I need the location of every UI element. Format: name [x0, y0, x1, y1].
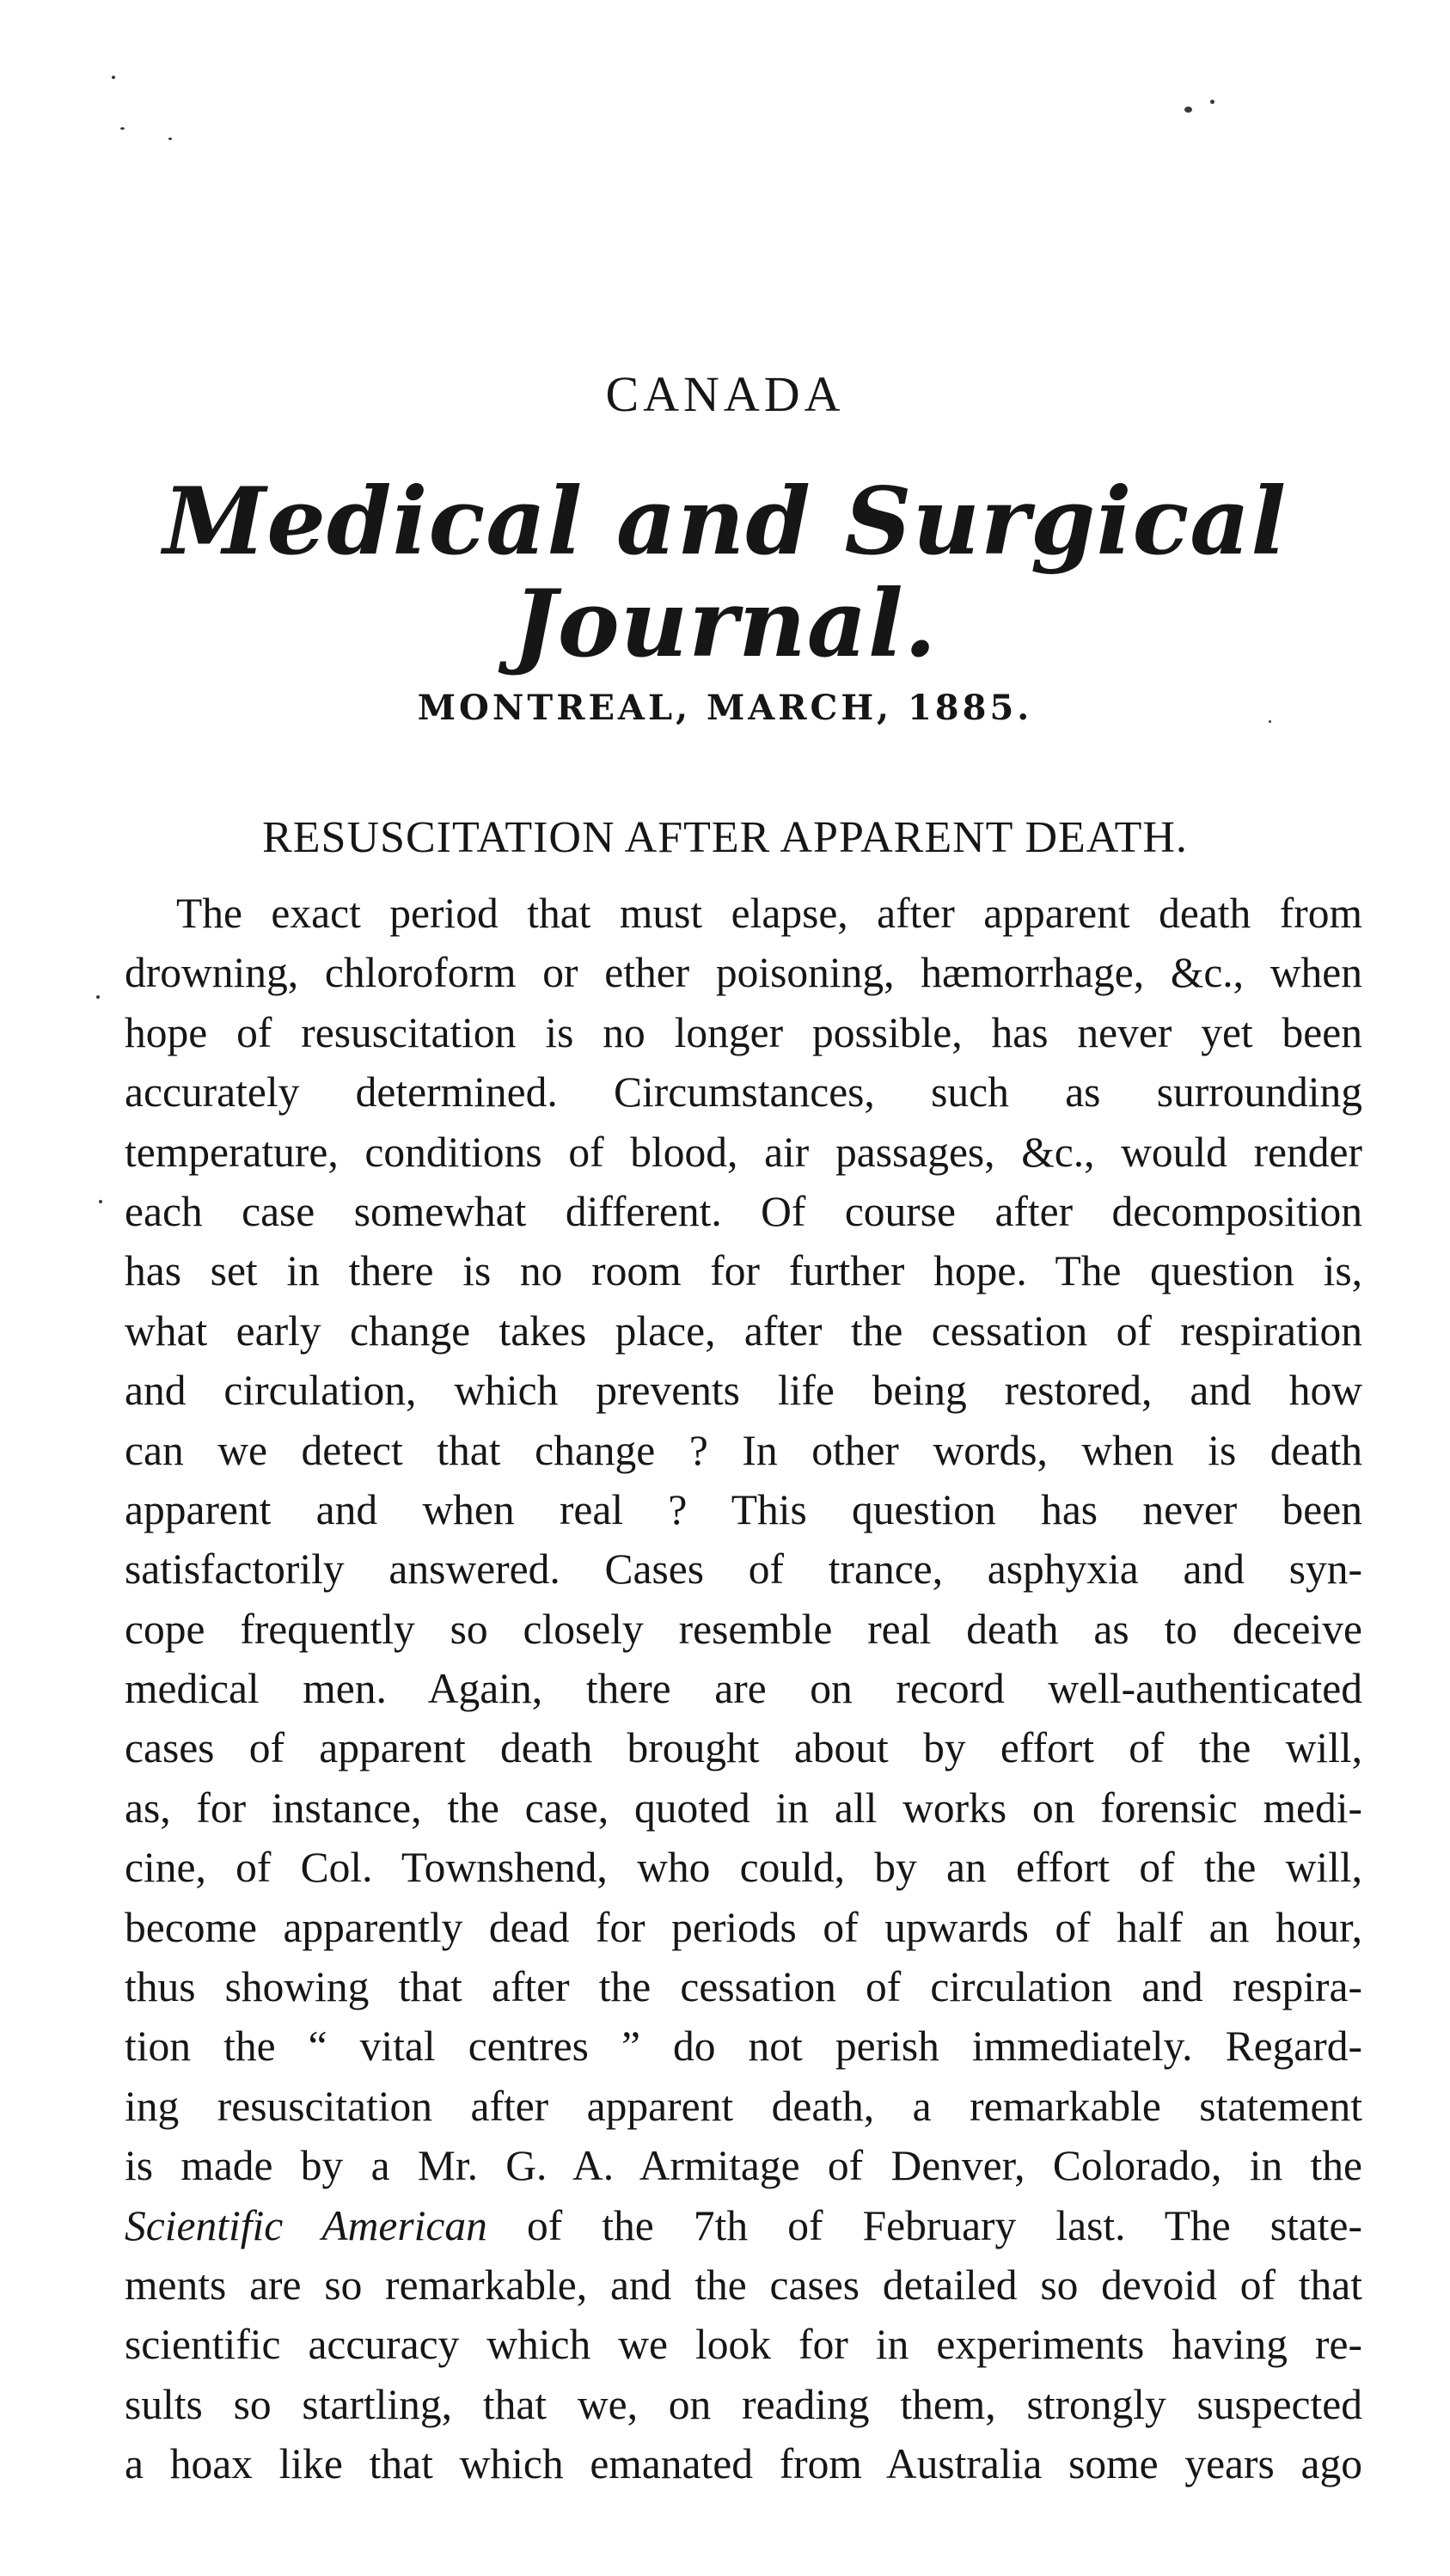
scan-speck [96, 995, 100, 999]
article-line: apparent and when real ? This question has never been [125, 1485, 1362, 1533]
article-line: cases of apparent death brought about by effort of the will, [125, 1724, 1362, 1772]
article-line: can we detect that change ? In other words, when is death [125, 1426, 1362, 1474]
article-line: become apparently dead for periods of upwards of half an hour, [125, 1903, 1362, 1951]
article-line: temperature, conditions of blood, air passages, &c., would render [125, 1128, 1362, 1176]
scan-speck [112, 76, 115, 79]
scan-speck [1184, 107, 1192, 113]
publication-name: Scientific American [125, 2201, 487, 2249]
article-line: ments are so remarkable, and the cases detailed so devoid of that [125, 2261, 1362, 2309]
article-heading: RESUSCITATION AFTER APPARENT DEATH. [262, 813, 1188, 862]
article-line: drowning, chloroform or ether poisoning, hæmorrhage, &c., when [125, 949, 1362, 997]
masthead-title: Medical and Surgical Journal. [162, 468, 1288, 678]
article-body [125, 884, 1362, 2494]
article-line: scientific accuracy which we look for in experiments having re- [125, 2321, 1362, 2369]
article-line: what early change takes place, after the cessation of respiration [125, 1306, 1362, 1355]
article-line: sults so startling, that we, on reading them, strongly suspected [125, 2380, 1362, 2428]
article-line: medical men. Again, there are on record well-authenticated [125, 1665, 1362, 1713]
article-line: cine, of Col. Townshend, who could, by an effort of the will, [125, 1844, 1362, 1892]
article-line: The exact period that must elapse, after apparent death from [176, 890, 1362, 937]
scan-speck [168, 138, 172, 140]
scan-speck [120, 127, 125, 130]
scan-speck [1210, 100, 1214, 104]
article-line: tion the “ vital centres ” do not perish immediately. Regard- [125, 2022, 1362, 2071]
article-line: as, for instance, the case, quoted in all works on forensic medi- [125, 1784, 1362, 1832]
article-line: is made by a Mr. G. A. Armitage of Denver, Colorado, in the [125, 2142, 1362, 2190]
article-line: thus showing that after the cessation of circulation and respira- [125, 1963, 1362, 2011]
article-line [125, 2196, 1362, 2255]
article-line-rest: of the 7th of February last. The state- [486, 2201, 1362, 2249]
article-line: satisfactorily answered. Cases of trance, asphyxia and syn- [125, 1545, 1362, 1594]
article-line: ing resuscitation after apparent death, a remarkable statement [125, 2082, 1362, 2130]
article-line: and circulation, which prevents life being restored, and how [125, 1367, 1362, 1415]
article-line: accurately determined. Circumstances, such as surrounding [125, 1068, 1362, 1117]
scan-speck [99, 1200, 102, 1203]
article-line: hope of resuscitation is no longer possible, has never yet been [125, 1008, 1362, 1056]
article-line: has set in there is no room for further hope. The question is, [125, 1247, 1362, 1295]
article-line: each case somewhat different. Of course after decomposition [125, 1187, 1362, 1235]
dateline: MONTREAL, MARCH, 1885. [417, 688, 1033, 728]
article-line: cope frequently so closely resemble real death as to deceive [125, 1605, 1362, 1653]
article-line: a hoax like that which emanated from Australia some years ago [125, 2440, 1362, 2488]
masthead-country: CANADA [605, 366, 845, 422]
